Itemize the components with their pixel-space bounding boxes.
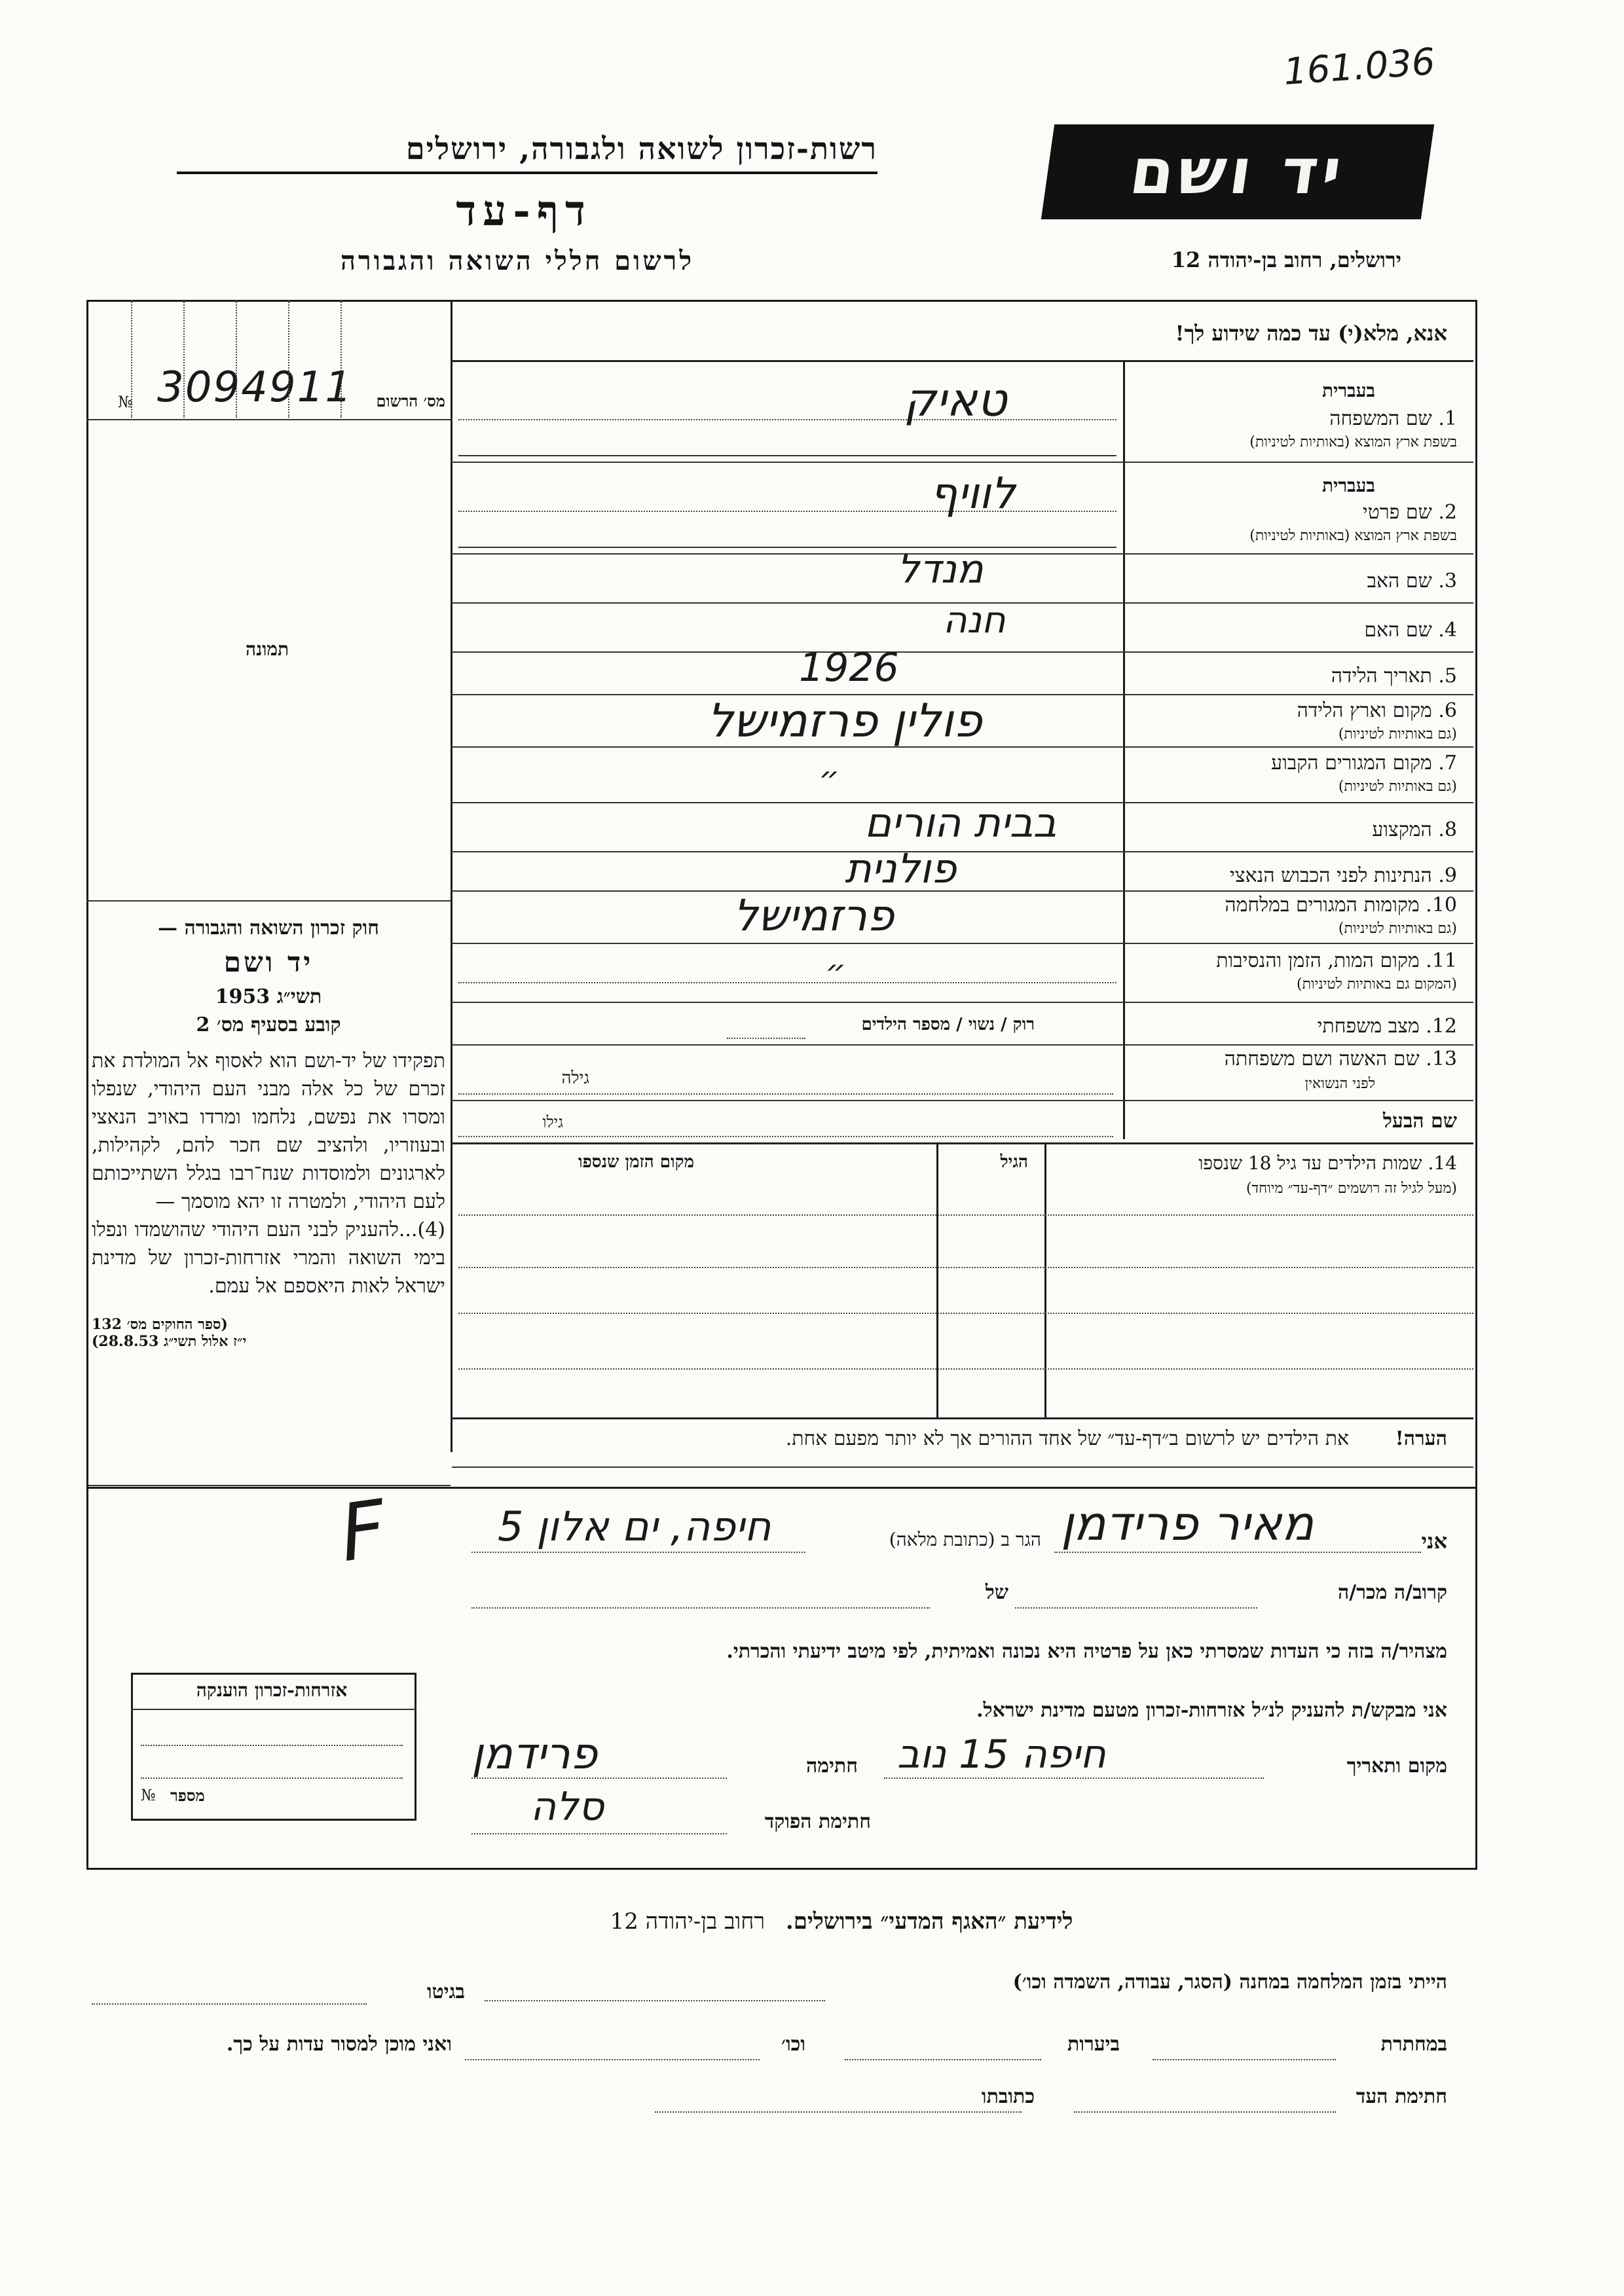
field-8-label xyxy=(1372,818,1457,841)
form-subtitle: לרשום חללי השואה והגבורה xyxy=(340,246,695,276)
remark-text: את הילדים יש לרשום ב״דף-עד״ של אחד ההורים אך לא יותר מפעם אחת. xyxy=(785,1427,1349,1450)
field-4-num: 4. xyxy=(1438,619,1457,642)
children-row-1 xyxy=(458,1214,1473,1216)
field-4-name: שם האם xyxy=(1364,619,1432,642)
field-1-name: שם המשפחה xyxy=(1329,407,1432,430)
field-7-note: (גם באותיות לטיניות) xyxy=(1338,778,1457,795)
row-10-divider xyxy=(452,943,1473,944)
field-4-label xyxy=(1364,619,1457,642)
children-title: שמות הילדים עד גיל 18 שנספו xyxy=(1198,1152,1422,1174)
signature-value: פרידמן xyxy=(471,1728,598,1779)
field-2-label xyxy=(1363,501,1457,524)
field-3-value: מנדל xyxy=(897,547,984,592)
footer-ghetto-blank xyxy=(92,2003,367,2005)
field-10-name: מקומות המגורים במלחמה xyxy=(1225,894,1420,917)
row-12-divider xyxy=(452,1044,1473,1046)
footer-address-label: כתובתו xyxy=(981,2085,1035,2108)
field-8-num: 8. xyxy=(1438,818,1457,841)
field-11-num: 11. xyxy=(1426,949,1457,972)
law-ref-2: י״ז אלול תשי״ג 28.8.53) xyxy=(92,1333,247,1350)
field-1-lang: בעברית xyxy=(1321,380,1375,401)
field-5-label xyxy=(1331,665,1457,687)
field-5-name: תאריך הלידה xyxy=(1331,665,1432,687)
law-body-2: (4)...להעניק לבני העם היהודי שהושמדו ונפלו בימי השואה והמרי אזרחות-זכרון של מדינת ישראל לאות היאספם אל עמם. xyxy=(92,1218,445,1298)
field-9-num: 9. xyxy=(1438,864,1457,887)
children-row-2 xyxy=(458,1267,1473,1268)
law-ref-1: (ספר החוקים מס׳ 132 xyxy=(92,1316,228,1333)
logo-address: ירושלים, רחוב בן-יהודה 12 xyxy=(1171,247,1401,272)
children-col-divider-1 xyxy=(1044,1142,1046,1417)
footer-sig-blank xyxy=(1074,2111,1336,2113)
footer-line1-blank xyxy=(485,2000,825,2001)
serial-number: 3094911 xyxy=(157,363,354,412)
footer-underground: במחתרת xyxy=(1380,2033,1447,2056)
officer-line xyxy=(471,1833,727,1834)
field-2-lang: בעברית xyxy=(1321,475,1375,496)
children-row-4 xyxy=(458,1368,1473,1370)
field-11-name: מקום המות, הזמן והנסיבות xyxy=(1216,949,1420,972)
footer-ghetto: בגיטו xyxy=(426,1980,465,2003)
logo-text: יד ושם xyxy=(1125,135,1350,208)
field-6-name: מקום וארץ הלידה xyxy=(1297,699,1432,722)
field-7-num: 7. xyxy=(1438,752,1457,774)
citizenship-line-1 xyxy=(141,1745,403,1746)
serial-tick-5 xyxy=(341,300,342,418)
place-date-value: חיפה 15 נוב xyxy=(897,1732,1106,1777)
field-13-name: שם האשה ושם משפחתה xyxy=(1224,1048,1420,1070)
footer-willing: ואני מוכן למסור עדות על כך. xyxy=(226,2033,452,2056)
label-column-divider xyxy=(1123,360,1125,1139)
field-9-value: פולנית xyxy=(845,845,957,892)
instruction: אנא, מלא(י) עד כמה שידוע לך! xyxy=(1175,321,1447,346)
field-6-label xyxy=(1297,699,1457,722)
law-section: קובע בסעיף מס׳ 2 xyxy=(196,1013,341,1036)
citizenship-number-label: מספר xyxy=(170,1786,205,1805)
field-1-label xyxy=(1329,407,1457,430)
declarant-resides: הגר ב (כתובת מלאה) xyxy=(889,1529,1041,1550)
law-year: תשי״ג 1953 xyxy=(215,985,322,1008)
field-12-line xyxy=(727,1038,805,1039)
footer-sig-label: חתימת העד xyxy=(1356,2085,1447,2108)
children-bottom xyxy=(452,1417,1473,1419)
archive-number: 161.036 xyxy=(1282,41,1437,94)
declaration-text: מצהיר/ה בזה כי העדות שמסרתי כאן על פרטיה היא נכונה ואמיתית, לפי מיטב ידיעתי והכרתי. xyxy=(726,1640,1447,1663)
field-4-value: חנה xyxy=(943,599,1006,642)
field-10-value: פרזמישל xyxy=(733,890,895,941)
row-8-divider xyxy=(452,851,1473,852)
declarant-name-line xyxy=(1054,1552,1421,1553)
remark-divider xyxy=(452,1467,1473,1468)
field-13-line xyxy=(458,1093,1113,1095)
field-6-value: פולין פרזמישל xyxy=(707,694,982,748)
field-husband-age: גילו xyxy=(542,1113,563,1131)
left-column-divider xyxy=(451,300,452,1452)
request-text: אני מבקש/ת להעניק לנ״ל אזרחות-זכרון מטעם מדינת ישראל. xyxy=(976,1699,1447,1722)
field-11-value: ״ xyxy=(825,953,847,991)
field-13-label xyxy=(1225,1048,1457,1070)
serial-tick-2 xyxy=(183,300,185,418)
field-13-num: 13. xyxy=(1426,1048,1457,1070)
photo-bottom xyxy=(86,900,451,902)
place-date-label: מקום ותאריך xyxy=(1346,1755,1447,1777)
law-name: יד ושם xyxy=(223,946,314,978)
field-9-name: הנתינות לפני הכבוש הנאצי xyxy=(1230,864,1432,887)
of-line xyxy=(471,1607,930,1609)
footer-address: רחוב בן-יהודה 12 xyxy=(610,1908,766,1935)
field-5-value: 1926 xyxy=(799,645,899,691)
citizenship-number-mark: № xyxy=(141,1786,156,1804)
field-husband-line xyxy=(458,1136,1113,1137)
serial-no-mark: № xyxy=(118,393,133,411)
field-11-note: (המקום גם באותיות לטיניות) xyxy=(1297,976,1457,993)
officer-signature: סלה xyxy=(530,1784,604,1830)
row-9-divider xyxy=(452,890,1473,892)
photo-label: תמונה xyxy=(246,638,289,660)
field-2-num: 2. xyxy=(1438,501,1457,524)
children-col-divider-2 xyxy=(936,1142,938,1417)
field-10-note: (גם באותיות לטיניות) xyxy=(1338,920,1457,937)
field-1-note: בשפת ארץ המוצא (באותיות לטיניות) xyxy=(1249,434,1457,450)
yad-vashem-logo xyxy=(1041,124,1434,219)
field-3-name: שם האב xyxy=(1367,570,1432,592)
field-13-age: גילה xyxy=(561,1068,589,1088)
field-12-num: 12. xyxy=(1426,1015,1457,1038)
citizenship-title: אזרחות-זכרון הוענקה xyxy=(196,1679,348,1701)
serial-tick-3 xyxy=(236,300,237,418)
remark-label: הערה! xyxy=(1395,1427,1447,1450)
authority-underline xyxy=(177,172,877,174)
field-12-value: רוק / נשוי / מספר הילדים xyxy=(861,1015,1035,1034)
field-6-note: (גם באותיות לטיניות) xyxy=(1338,726,1457,742)
field-3-num: 3. xyxy=(1438,570,1457,592)
field-2-name: שם פרטי xyxy=(1362,501,1432,524)
row-11-divider xyxy=(452,1002,1473,1003)
declarant-name: מאיר פרידמן xyxy=(1061,1496,1314,1551)
children-col-age: הגיל xyxy=(1000,1152,1028,1172)
field-2-line-b xyxy=(458,547,1116,548)
field-9-label xyxy=(1230,864,1457,887)
hand-mark: F xyxy=(334,1483,392,1580)
serial-tick-1 xyxy=(131,300,132,418)
footer-forests: ביערות xyxy=(1067,2033,1120,2056)
row-4-divider xyxy=(452,651,1473,653)
signature-line xyxy=(471,1777,727,1779)
field-10-label xyxy=(1225,894,1457,917)
instruction-divider xyxy=(452,360,1473,362)
law-block xyxy=(92,917,445,1350)
field-12-label xyxy=(1318,1015,1457,1038)
serial-line xyxy=(86,419,451,420)
children-label xyxy=(1198,1152,1457,1175)
field-1-line-a xyxy=(458,419,1116,420)
row-6-divider xyxy=(452,746,1473,748)
field-1-line-b xyxy=(458,455,1116,456)
field-11-line xyxy=(458,982,1116,983)
law-body: תפקידו של יד-ושם הוא לאסוף אל המולדת את זכרם של כל אלה מבני העם היהודי, שנפלו ומסרו את נפשם, נלחמו ומרדו באויב הנאצי ובעוזריו, ולהציב שם חכר להם, לקהילות, לארגונים ולמוסדות שנח־רבו בגלל השתייכותם לעם היהודי, ולמטרה זו יהא מוסמך — xyxy=(92,1049,445,1213)
footer-title xyxy=(498,1908,1185,1935)
field-1-value: טאיק xyxy=(904,373,1007,427)
children-row-3 xyxy=(458,1313,1473,1314)
field-2-line-a xyxy=(458,511,1116,512)
field-5-num: 5. xyxy=(1438,665,1457,687)
footer-etc: וכו׳ xyxy=(781,2033,805,2056)
declarant-address: חיפה, ים אלון 5 xyxy=(498,1503,771,1550)
row-13-divider xyxy=(452,1100,1473,1101)
field-7-name: מקום המגורים הקבוע xyxy=(1271,752,1432,774)
of-label: של xyxy=(985,1581,1008,1604)
row-1-divider xyxy=(452,462,1473,463)
field-1-num: 1. xyxy=(1438,407,1457,430)
relative-label: קרוב/ה מכר/ה xyxy=(1338,1581,1447,1604)
field-8-value: בבית הורים xyxy=(864,799,1057,847)
serial-tick-4 xyxy=(288,300,289,418)
footer-forests-blank xyxy=(845,2059,1041,2060)
officer-label: חתימת הפוקד xyxy=(764,1810,871,1833)
law-title: חוק זכרון השואה והגבורה — xyxy=(158,917,379,939)
field-10-num: 10. xyxy=(1426,894,1457,917)
field-2-note: בשפת ארץ המוצא (באותיות לטיניות) xyxy=(1249,528,1457,544)
footer-etc-blank xyxy=(465,2059,760,2060)
field-7-label xyxy=(1271,752,1457,774)
footer-line1: הייתי בזמן המלחמה במחנה (הסגר, עבודה, השמדה וכו׳) xyxy=(1012,1971,1447,1994)
field-2-value: לוויף xyxy=(930,468,1016,519)
field-8-name: המקצוע xyxy=(1372,818,1432,841)
field-12-name: מצב משפחתי xyxy=(1317,1015,1420,1038)
children-num: 14. xyxy=(1428,1152,1457,1174)
form-title: דף-עד xyxy=(456,187,592,236)
field-7-value: ״ xyxy=(819,759,840,797)
citizenship-line-2 xyxy=(141,1777,403,1779)
serial-label: מס׳ הרשום xyxy=(376,392,445,410)
footer-address-blank xyxy=(655,2111,1022,2113)
children-note: (מעל לגיל זה רושמים ״דף-עד״ מיוחד) xyxy=(1246,1180,1457,1197)
row-husband-divider xyxy=(452,1142,1473,1144)
field-3-label xyxy=(1367,570,1457,592)
field-11-label xyxy=(1216,949,1457,972)
field-6-num: 6. xyxy=(1438,699,1457,722)
field-13-note: לפני הנשואין xyxy=(1304,1076,1375,1092)
field-husband-label: שם הבעל xyxy=(1382,1110,1457,1133)
relative-line xyxy=(1015,1607,1257,1609)
children-col-place: מקום הזמן שנספו xyxy=(578,1152,694,1172)
declarant-i: אני xyxy=(1421,1529,1447,1554)
footer-underground-blank xyxy=(1153,2059,1336,2060)
place-date-line xyxy=(884,1777,1264,1779)
citizenship-title-line xyxy=(131,1709,416,1710)
signature-label: חתימה xyxy=(806,1755,858,1777)
footer-dept: לידיעת ״האגף המדעי״ בירושלים. xyxy=(785,1908,1073,1935)
authority-title: רשות-זכרון לשואה ולגבורה, ירושלים xyxy=(405,131,877,166)
declarant-address-line xyxy=(471,1552,805,1553)
